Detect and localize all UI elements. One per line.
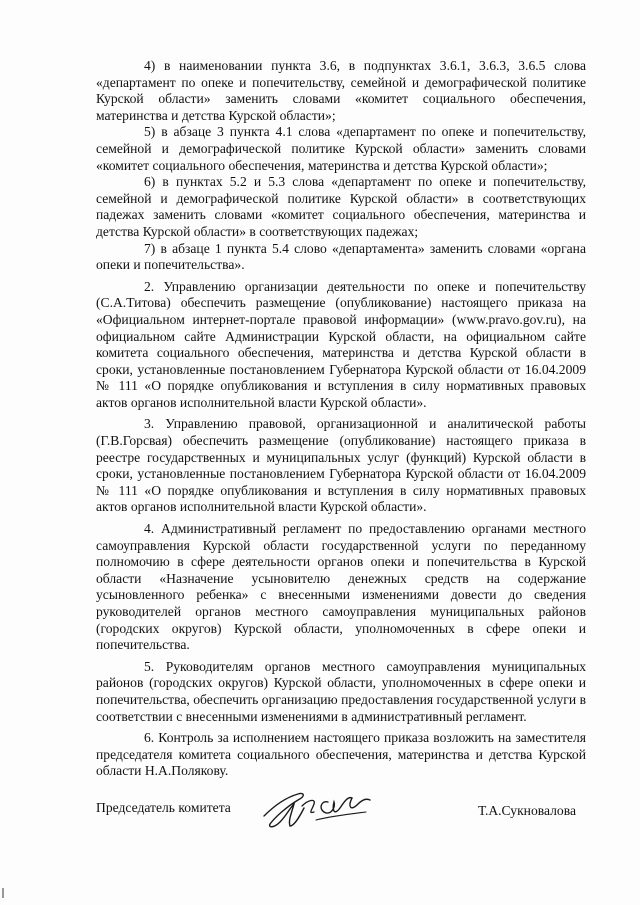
- signatory-title: Председатель комитета: [96, 800, 231, 815]
- paragraph-point-4: 4. Административный регламент по предоставлению органами местного самоуправления Курской области государственной услуги по переданному полномочию в сфере деятельности органов опеки и попечительства в Курской области «Назначение усыновителю денежных средств на содержание усыновленного ребенка» с внесенными изменениями довести до сведения руководителей органов местного самоуправления муниципальных районов (городских округов) Курской области, уполномоченных в сфере опеки и попечительства.: [96, 521, 586, 653]
- paragraph-point-3: 3. Управлению правовой, организационной и аналитической работы (Г.В.Горсвая) обеспечить размещение (опубликование) настоящего приказа в реестре государственных и муниципальных услуг (функций) Курской области в сроки, установленные постановлением Губернатора Курской области от 16.04.2009 № 111 «О порядке опубликования и вступления в силу нормативных правовых актов органов исполнительной власти Курской области».: [96, 416, 586, 515]
- signatory-name: Т.А.Сукновалова: [478, 803, 577, 818]
- paragraph-point-5: 5. Руководителям органов местного самоуправления муниципальных районов (городских округов) Курской области, уполномоченных в сфере опеки и попечительства, обеспечить организацию предоставления государственной услуги в соответствии с внесенными изменениями в административный регламент.: [96, 658, 586, 724]
- handwritten-signature: [258, 786, 378, 834]
- paragraph-item-5: 5) в абзаце 3 пункта 4.1 слова «департамент по опеке и попечительству, семейной и демографической политике Курской области» заменить словами «комитет социального обеспечения, материнства и детства Курской области»;: [96, 124, 586, 173]
- paragraph-item-4: 4) в наименовании пункта 3.6, в подпунктах 3.6.1, 3.6.3, 3.6.5 слова «департамент по опеке и попечительству, семейной и демографической политике Курской области» заменить словами «комитет социального обеспечения, материнства и детства Курской области»;: [96, 58, 586, 123]
- paragraph-item-7: 7) в абзаце 1 пункта 5.4 слово «департамента» заменить словами «органа опеки и попечительства».: [96, 240, 586, 273]
- paragraph-point-6: 6. Контроль за исполнением настоящего приказа возложить на заместителя председателя комитета социального обеспечения, материнства и детства Курской области Н.А.Полякову.: [96, 730, 586, 779]
- paragraph-item-6: 6) в пунктах 5.2 и 5.3 слова «департамент по опеке и попечительству, семейной и демографической политике Курской области» в соответствующих падежах заменить словами «комитет социального обеспечения, материнства и детства Курской области» в соответствующих падежах;: [96, 174, 586, 239]
- scan-edge-mark: [2, 888, 4, 898]
- paragraph-point-2: 2. Управлению организации деятельности по опеке и попечительству (С.А.Титова) обеспечить размещение (опубликование) настоящего приказа на «Официальном интернет-портале правовой информации» (www.pravo.gov.ru), на официальном сайте Администрации Курской области, на официальном сайте комитета социального обеспечения, материнства и детства Курской области в сроки, установленные постановлением Губернатора Курской области от 16.04.2009 № 111 «О порядке опубликования и вступления в силу нормативных правовых актов органов исполнительной власти Курской области».: [96, 278, 586, 410]
- document-body: [96, 58, 586, 780]
